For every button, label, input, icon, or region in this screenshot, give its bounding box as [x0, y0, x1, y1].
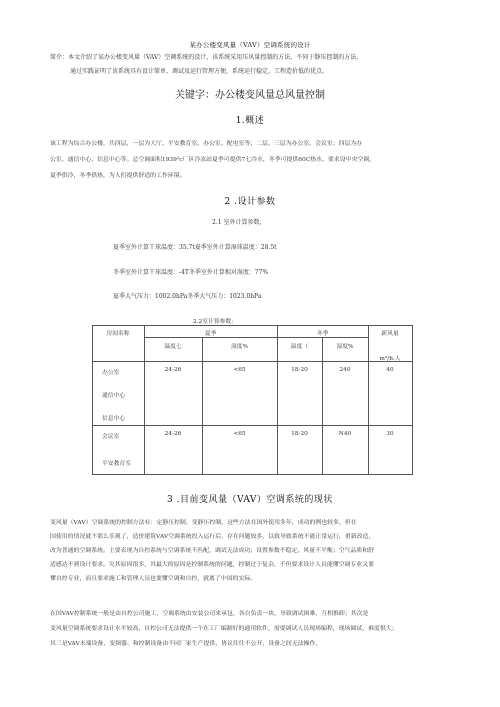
winter-humidity-row-2: N40: [338, 431, 352, 437]
overview-paragraph-line-1: 该工程为综合办公楼，共四层，一层为大厅、平安教育室、办公室、配电室等；二层、三层为办公室、会议室；四层为办: [50, 141, 363, 147]
winter-temperature-row-2: 18-20: [291, 431, 308, 437]
overview-heading: 1.概述: [235, 116, 265, 126]
season-header-divider: [144, 337, 368, 338]
fresh-air-header: 新风量: [381, 331, 399, 337]
status-paragraph-two-line-2: 变风量空调系统要求设计水平较高，自控公司无法提供一个在工厂编制好的通用软件，需要调试人员现场编程，现场调试，难度很大；: [50, 626, 398, 632]
design-heading: 2 .设计参数: [224, 197, 276, 207]
summer-humidity-header: 湿度%: [230, 344, 249, 350]
table-bottom-border: [92, 474, 413, 475]
winter-humidity-row-1: 240: [339, 367, 351, 373]
indoor-parameters-caption: 2.2室计算参数：: [193, 319, 238, 325]
winter-subcolumn-divider: [322, 337, 323, 475]
status-paragraph-one-line-5: 懂自控专业，而且要求施工和管理人员也要懂空调和自控，就离了中国的实际。: [50, 576, 257, 582]
table-left-border: [92, 325, 93, 475]
abstract-line-2: 通过实践证明了该系统具有设计简单，调试及运行管理方便，系统运行稳定，工程造价低的优点。: [70, 68, 329, 75]
summer-header: 夏季: [204, 331, 217, 337]
room-safety-education-room: 平安教育室: [102, 461, 131, 467]
summer-temperature-header: 温度七: [164, 344, 182, 350]
table-top-border: [92, 325, 413, 326]
fresh-air-column-divider: [368, 325, 369, 475]
room-meeting-room: 会议室: [102, 434, 120, 440]
status-paragraph-one-line-1: 变风量（VAV）空调系统的控制方法有：定静压控制、变静压控制，这些方法在国外使用多年，成功的例也较多，但在: [50, 520, 357, 526]
outdoor-parameter-line-2: 冬季室外计算干球温度：-4T冬季室外计算相对湿度：77%: [113, 269, 269, 276]
vav-status-heading: 3 .目前变风量（VAV）空调系统的现状: [167, 495, 333, 505]
summer-subcolumn-divider: [202, 337, 203, 475]
outdoor-parameter-line-1: 夏季室外计算干球温度：35.7t夏季室外计算湿球温度：28.5t: [113, 244, 277, 251]
outdoor-parameter-line-3: 夏季大气压力：1002.0hPa冬季大气压力：1023.0hPa: [113, 293, 262, 300]
abstract-line-1: 简介：本文介绍了某办公楼变风量（VAV）空调系统的设计，该系统采用压风量控制的方法，不同于静压控制的方法。: [50, 54, 363, 61]
winter-header: 冬季: [316, 331, 329, 337]
status-paragraph-one-line-4: 适感达不到设计要求。究其原因很多，其最大的原因是控制系统的问题，控制过于复杂，不但要求设计人员能懂空调专业又要: [50, 562, 374, 568]
room-name-header: 房间名称: [106, 331, 130, 337]
outdoor-parameters-heading: 2.1 室外计算参数，: [212, 219, 266, 226]
overview-paragraph-line-3: 夏季供冷，冬季供热，为人们提供舒适的工作环境。: [50, 173, 186, 179]
keywords: 关键字：办公楼变风量总风量控制: [175, 90, 325, 101]
room-office: 办公室: [102, 370, 120, 376]
fresh-air-row-1: 40: [386, 367, 394, 373]
document-title: 某办公楼变风量（VAV）空调系统的设计: [189, 41, 311, 49]
header-body-divider: [92, 361, 413, 362]
indoor-design-parameter-table: [92, 325, 413, 475]
winter-temperature-header: 温度（: [290, 344, 309, 350]
room-communication-center: 通信中心: [102, 393, 126, 399]
fresh-air-unit: m³/h.人: [379, 356, 401, 362]
row-divider: [92, 425, 413, 426]
overview-paragraph-line-2: 公室、通信中心、信息中心等。总空调面积1939²c厂区冷冻站夏季可提供7七冷水，冬季可提供60C热水，要求设中央空调，: [50, 157, 376, 163]
summer-temperature-row-1: 24-26: [164, 367, 182, 373]
status-paragraph-one-line-3: 改为普通的空调系统。主要表现为自控系统与空调系统不匹配，调试无法成功；设置参数不稳定，风量不平衡；空气品质和舒: [50, 548, 374, 554]
status-paragraph-one-line-2: 国使用的情况就不那么乐观了，造价建筑VAV空调系统投入运行后，存在问题较多，以致导致系统不能正常运行，重新改造，: [50, 534, 375, 540]
fresh-air-row-2: 30: [386, 431, 394, 437]
winter-humidity-header: 湿度%: [336, 344, 354, 350]
summer-humidity-row-1: <65: [233, 367, 246, 373]
status-paragraph-two-line-3: 其三是VAV末端设备、变频器、和控制设备由不同厂家生产提供，协议往往不公开，设备之间无法操作，: [50, 641, 322, 647]
room-information-center: 信息中心: [102, 416, 126, 422]
summer-humidity-row-2: <65: [233, 431, 246, 437]
winter-temperature-row-1: 18-20: [291, 367, 308, 373]
summer-temperature-row-2: 24-26: [164, 431, 182, 437]
table-right-border: [412, 325, 413, 475]
status-paragraph-two-line-1: 在国VAV控制系统一般是由自控公司施工，空调系统由安装公司来承包，各自负责一块，导致调试困难，互相推卸；其次是: [50, 611, 369, 617]
